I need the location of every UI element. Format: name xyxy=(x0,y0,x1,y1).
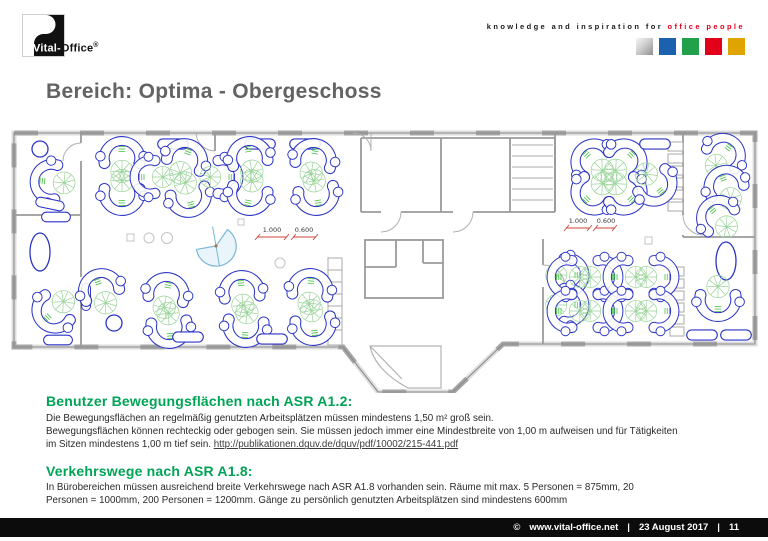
dimension-label: 1.000 xyxy=(262,226,282,234)
registered-mark: ® xyxy=(93,42,99,49)
desks-left-wing xyxy=(20,131,346,351)
reception-counter xyxy=(370,346,441,388)
footer-bar xyxy=(0,518,768,537)
brand-tagline xyxy=(487,22,745,31)
copyright-symbol: © xyxy=(513,522,521,533)
body-line-text: im Sitzen mindestens 1,00 m tief sein. xyxy=(46,439,214,451)
logo-wordmark-black: Office xyxy=(60,42,94,55)
body-line: Die Bewegungsflächen an regelmäßig genutzten Arbeitsplätzen müssen mindestens 1,50 m² groß sein. xyxy=(46,413,494,424)
logo-wordmark xyxy=(33,42,99,55)
footer-separator: | xyxy=(627,522,630,533)
section-body-asr-a12 xyxy=(46,412,736,452)
vital-office-logo xyxy=(22,14,132,62)
page-title: Bereich: Optima - Obergeschoss xyxy=(46,80,382,103)
footer-url[interactable]: www.vital-office.net xyxy=(529,522,619,533)
dguv-pdf-link[interactable]: http://publikationen.dguv.de/dguv/pdf/10002/215-441.pdf xyxy=(213,439,459,451)
body-line xyxy=(46,438,736,451)
dimensions-left xyxy=(255,226,318,240)
brand-swatch-gold xyxy=(728,38,745,55)
brand-swatch-silver xyxy=(636,38,653,55)
tagline-accent-text: office people xyxy=(667,22,745,31)
brand-color-bar xyxy=(636,38,745,55)
page-number: 11 xyxy=(728,522,739,533)
dimension-label: 0.600 xyxy=(294,226,314,234)
dimensions-right xyxy=(564,217,617,231)
body-line: Bewegungsflächen können rechteckig oder gebogen sein. Sie müssen jedoch immer eine Mindestbreite von 1,00 m aufweisen und für Tätigkeiten xyxy=(46,426,678,438)
brand-swatch-red xyxy=(705,38,722,55)
brand-swatch-green xyxy=(682,38,699,55)
footer-date: 23 August 2017 xyxy=(638,522,709,533)
tagline-text: knowledge and inspiration for xyxy=(486,22,668,31)
dimension-label: 0.600 xyxy=(596,217,616,225)
logo-wordmark-white: Vital- xyxy=(33,42,61,55)
desks-right-wing xyxy=(546,127,758,340)
brand-swatch-blue xyxy=(659,38,676,55)
footer-separator: | xyxy=(717,522,720,533)
body-line: Personen = 1000mm, 200 Personen = 1200mm. Gänge zu persönlich genutzten Arbeitsplätzen sind mindestens 600mm xyxy=(46,495,568,507)
section-heading-asr-a12: Benutzer Bewegungsflächen nach ASR A1.2: xyxy=(46,393,353,409)
dimension-label: 1.000 xyxy=(568,217,588,225)
section-heading-asr-a18: Verkehrswege nach ASR A1.8: xyxy=(46,463,253,479)
floor-plan xyxy=(10,127,758,398)
section-body-asr-a18 xyxy=(46,481,736,507)
body-line: In Bürobereichen müssen ausreichend breite Verkehrswege nach ASR A1.8 vorhanden sein. Räume mit max. 5 Personen = 875mm, 20 xyxy=(46,482,634,493)
